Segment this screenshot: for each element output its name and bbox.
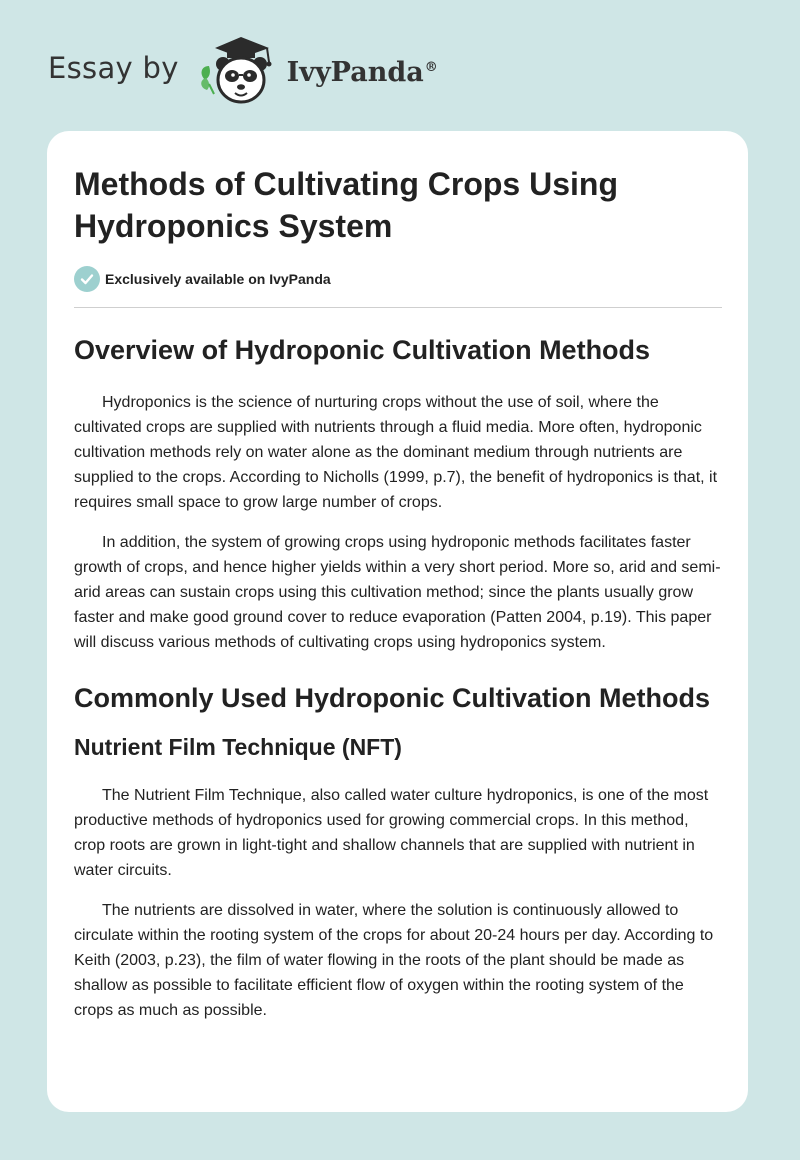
brand-prefix: Essay by bbox=[48, 51, 179, 85]
divider bbox=[74, 307, 722, 308]
essay-card bbox=[47, 131, 748, 1112]
exclusive-label: Exclusively available on IvyPanda bbox=[105, 271, 331, 287]
paragraph: In addition, the system of growing crops using hydroponic methods facilitates faster growth of crops, and hence higher yields within a very short period. More so, arid and semi-arid areas can sustain crops using this cultivation method; since the plants usually grow faster and make good ground cover to reduce evaporation (Patten 2004, p.19). This paper will discuss various methods of cultivating crops using hydroponics system. bbox=[74, 534, 721, 651]
section-heading: Overview of Hydroponic Cultivation Methods bbox=[74, 335, 651, 365]
brand-header bbox=[48, 34, 438, 108]
brand-name: IvyPanda® bbox=[286, 56, 438, 88]
check-circle-icon bbox=[74, 266, 100, 292]
subsection-heading: Nutrient Film Technique (NFT) bbox=[74, 734, 402, 760]
exclusive-badge bbox=[74, 265, 722, 293]
panda-graduate-logo-icon bbox=[197, 34, 285, 108]
essay-title: Methods of Cultivating Crops Using Hydroponics System bbox=[74, 166, 618, 244]
paragraph: The Nutrient Film Technique, also called water culture hydroponics, is one of the most productive methods of hydroponics used for growing commercial crops. In this method, crop roots are grown in light-tight and shallow channels that are supplied with nutrient in water circuits. bbox=[74, 787, 709, 879]
section-heading: Commonly Used Hydroponic Cultivation Methods bbox=[74, 683, 711, 713]
paragraph: Hydroponics is the science of nurturing crops without the use of soil, where the cultivated crops are supplied with nutrients through a fluid media. More often, hydroponic cultivation methods rely on water alone as the dominant medium through nutrients are supplied to the crops. According to Nicholls (1999, p.7), the benefit of hydroponics is that, it requires small space to grow large number of crops. bbox=[74, 394, 718, 511]
paragraph: The nutrients are dissolved in water, where the solution is continuously allowed to circulate within the rooting system of the crops for about 20-24 hours per day. According to Keith (2003, p.23), the film of water flowing in the roots of the plant should be made as shallow as possible to facilitate efficient flow of oxygen within the rooting system of the crops as much as possible. bbox=[74, 902, 714, 1019]
